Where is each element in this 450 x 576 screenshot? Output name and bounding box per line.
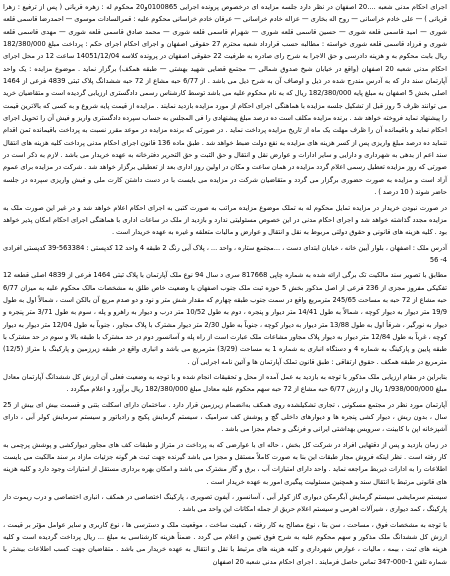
amenities-list: سیستم سرمایشی سیستم گرمایش آبگرمکن دیواری گاز کولر آبی ، آسانسور ، آیفون تصویری ، پارکینگ اختصاصی در همکف ، انباری اختصاصی و درب ریموت دار پارکینگ ، کمد دیواری ، شیرآلات اهرمی و سیستم اعلام حریق از جمله امکانات این واحد می باشد . bbox=[3, 493, 447, 514]
closing-paragraph: با توجه به مشخصات فوق ، مساحت ، سن بنا ، نوع مصالح به کار رفته ، کیفیت ساخت ، موقعیت ملک و دسترسی ها ، نوع کاربری و سایر عوامل مؤثر بر قیمت ، ارزش کل ششدانگ ملک مذکور و سهم محکوم علیه به شرح فوق تعیین و اعلام می گردد . ضمناً هزینه کارشناسی به مبلغ ... ریال پرداخت گردیده است و کلیه هزینه های ثبت ، بیمه ، مالیات ، عوارض شهرداری و کلیه هزینه های مرتبط با نقل و انتقال به عهده خریدار می باشد . متقاضیان جهت کسب اطلاعات بیشتر با شماره تلفن 1-000-347 تماس حاصل فرمایند . اجرای احکام مدنی شعبه 20 اصفهان bbox=[3, 520, 447, 566]
property-deed-description: مطابق با تصویر سند مالکیت تک برگی ارائه شده به شماره چاپی 817668 سری د سال 94 نوع ملک آپارتمان با پلاک ثبتی 1464 فرعی از 4839 اصلی قطعه 12 تفکیکی مفروز مجزی از 236 فرعی از اصل مذکور بخش 5 حوزه ثبت ملک جنوب اصفهان با وضعیت خاص طلق به مشخصات مالک محکوم علیه به میزان 6/77 حبه مشاع از 72 حبه به مساحت 245/65 مترمربع واقع در سمت جنوب طبقه چهارم که مقدار شش متر و نود و دو صدم مربع آن بالکن است ، شمالاً اول به طول 19/9 متر دیوار به دیوار کوچه ، شمالاً به طول 14/41 متر دیوار و پنجره ، دوم به طول 10/52 متر درب و دیوار به راهرو و پله ، سوم به طول 3/71 متر پنجره و دیوار به نورگیر ، شرقاً اول به طول 13/88 متر دیوار به دیوار کوچه ، جنوباً به طول 2/30 متر دیوار مشترک با پلاک مجاور ، جنوباً به طول 12/04 متر دیوار به دیوار کوچه ، غرباً به طول 12/84 متر دیوار به دیوار پلاک مجاور مشاعات ملک عبارت است از راه پله و آسانسور دوم در حد مشترک با طبقه بالا و سوم در حد مشترک با طبقه پایین و پارکینگ به شماره 4 و دستگاه انباری به شماره 1 به مساحت (3/29) مترمربع می باشد و انباری واقع در طبقه زیرزمین و پارکینگ با متراژ (12/5) مترمربع در طبقه همکف . حقوق ارتفاقی : طبق قانون تملک آپارتمان ها و آئین نامه اجرایی آن . bbox=[3, 271, 448, 366]
notice-terms-paragraph: در صورت نبودن خریدار در مزایده تمایل محکوم له به تملک موضوع مزایده مراتب به صورت کتبی به اجرای احکام اعلام خواهد شد و در غیر این صورت ملک به مزایده مجدد گذاشته خواهد شد و اجرای احکام مدنی در این خصوص مسئولیتی ندارد و بازدید از ملک در ساعات اداری با هماهنگی اجرای احکام امکان پذیر خواهد بود . کلیه هزینه های قانونی و حقوق دولتی مربوط به نقل و انتقال و عوارض و مالیات متعلقه و غیره به عهده خریدار است . bbox=[3, 203, 447, 237]
inspection-notes: در زمان بازدید و پس از دقتهایی افراد در شرکت کل بخش ، حاله ای با عوارضی که به پرداخت در متراژ و طبقات کف های مجاور دیوارکشی و پوشش پرچمی به کار رفته است . نظر اینکه فروش مجاز طبقات این بنا به صورت کاملاً مستقل و مجزا می باشد گیرنده جهت ثبت هر گونه جزئیات مازاد بر سند مالکیت می بایست اطلاعات را به ادارات ذیربط مراجعه نماید . واحد دارای امتیازات آب ، برق و گاز مشترک می باشد و امکان بهره برداری مستقل از امتیازات وجود دارد و کلیه هزینه های قانونی مرتبط با انتقال سند و همچنین مسئولیت پیگیری امور به عهده خریدار است . bbox=[3, 440, 447, 486]
valuation-statement: بنابراین در مقام ارزیابی ملک مذکور با توجه به بازدید به عمل آمده از محل و تحقیقات انجام شده و با توجه به وضعیت فعلی آن ارزش کل ششدانگ آپارتمان معادل مبلغ 1/938/000/000 ریال و ارزش 6/77 حبه مشاع از 72 حبه سهم محکوم علیه معادل مبلغ 182/380/000 ریال برآورد و اعلام میگردد . bbox=[3, 372, 447, 394]
notice-intro-paragraph: اجرای احکام مدنی شعبه ....20 اصفهان در نظر دارد جلسه مزایده ای درخصوص پرونده اجرایی 0100865و20 محکوم له : زهره قربانی ( پس از ترفیع : زهرا قربانی ) — علی خادم خراسانی — روح اله بخاری — عزاله خادم خراسانی — عرفان خادم خراسانی محکوم علیه : قمرالسادات موسوی — احمدرضا قاسمی قلعه شوری — امید قاسمی قلعه شوری — حسین قاسمی قلعه شوری — شهرام قاسمی قلعه شوری — محمد صادق قاسمی قلعه شوری — مهدی قاسمی قلعه شوری و فرزاد قاسمی قلعه شوری خواسته : مطالبه حسب قرارداد شعبه محترم 27 حقوقی اصفهان و اجرای احکام اجرای حکم : پرداخت مبلغ 182/380/000 ریال بابت محکوم به و هزینه دادرسی و حق الاجرا به شرح رای صادره به طرفیت 22 حقوقی اصفهان در پرونده کلاسه 14051/12/04 ساعت 12 در محل اجرای احکام مدنی شعبه 20 اصفهان (واقع در خیابان شیخ صدوق شمالی — مجتمع قضایی شهید بهشتی — طبقه همکف) برگزار نماید . موضوع مزایده : یک واحد آپارتمان سند دار که به آدرس مندرج شده در ذیل و اوصاف آن به شرح ذیل می باشد . از 6/77 حبه مشاع از 72 حبه ششدانگ پلاک ثبتی 4839 فرعی از 1464 اصلی بخش 5 اصفهان به مبلغ پایه 182/380/000 ریال که به نام محکوم علیه می باشد توسط کارشناس رسمی دادگستری ارزیابی گردیده است و متقاضیان خرید می توانند ظرف 5 روز قبل از تشکیل جلسه مزایده با هماهنگی اجرای احکام از مورد مزایده بازدید نمایند . مزایده از قیمت پایه شروع و به کسی که بالاترین قیمت را پیشنهاد نماید فروخته خواهد شد . برنده مزایده مکلف است ده درصد مبلغ پیشنهادی را فی المجلس به حساب سپرده دادگستری واریز و فیش آن را تحویل اجرای احکام نماید و باقیمانده آن را ظرف مهلت یک ماه از تاریخ مزایده پرداخت نماید . در صورتی که برنده مزایده در موعد مقرر نسبت به پرداخت باقیمانده ثمن اقدام ننماید ده درصد مبلغ واریزی پس از کسر هزینه های مزایده به نفع دولت ضبط خواهد شد . طبق ماده 136 قانون اجرای احکام مدنی پرداخت کلیه هزینه های انتقال سند اعم از بدهی به شهرداری و دارایی و سایر ادارات و عوارض نقل و انتقال و حق الثبت و حق التحریر دفترخانه به عهده خریدار می باشد . لازم به ذکر است در صورتی که روز مزایده تعطیل رسمی اعلام گردد مزایده در همان ساعت و مکان در اولین روز اداری بعد از تعطیلی برگزار خواهد شد . شرکت در مزایده برای عموم آزاد است و مزایده به صورت حضوری برگزار می گردد و متقاضیان شرکت در مزایده می بایست با در دست داشتن کارت ملی و فیش واریزی سپرده در جلسه حاضر شوند ( 10 درصد ) . bbox=[3, 3, 448, 197]
building-description: آپارتمان مورد نظر در مجتمع مسکونی ، تجاری تشکیلشده روی همکف به‌انضمام زیرزمین قرار دارد . ساختمان دارای اسکلت بتنی و قسمت بیش ای بیش از 25 سال ، بدون ریش ، دیوار کشی پنجره ها و دیوارهای داخلی گچ و پوشش کف سرامیک ، سیستم گرمایش پکیج و رادیاتور و سیستم سرمایش کولر آبی ، دارای آشپزخانه اپن با کابینت ، سرویس بهداشتی ایرانی و فرنگی و حمام مجزا می باشد . bbox=[3, 400, 447, 434]
property-address: آدرس ملک : اصفهان ، بلوار آیین خانه ، خیابان ابتدای دست ، ...مجتمع ستاره ، واحد ... ، پلاک آبی رنگ 2 طبقه 4 واحد 12 کدپستی : 563384-39 کدپستی افرادی 4- 56 bbox=[3, 243, 447, 264]
